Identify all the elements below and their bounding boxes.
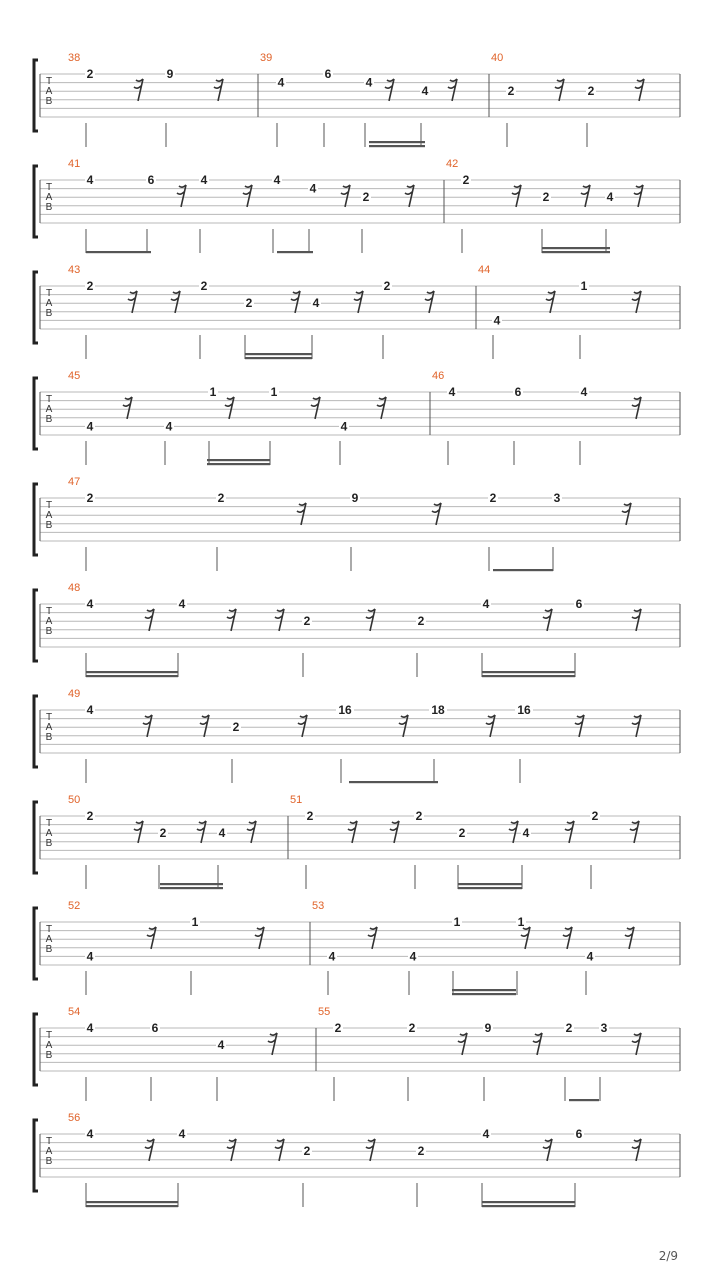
fret-number: 2 [587,84,595,99]
measure-number: 42 [446,158,459,170]
fret-number: 4 [365,75,373,90]
fret-number: 4 [522,826,530,841]
fret-number: 2 [417,614,425,629]
fret-number: 4 [277,75,285,90]
measure-number: 51 [290,794,303,806]
tab-clef-letter: T [45,1136,53,1147]
note-beam [569,1099,599,1101]
tab-clef-letter: B [45,202,53,213]
tab-clef-letter: T [45,394,53,405]
tab-clef-letter: T [45,1030,53,1041]
fret-number: 9 [351,491,359,505]
measure-number: 52 [68,900,81,912]
fret-number: 2 [86,809,94,823]
fret-number: 3 [553,491,561,505]
fret-number: 2 [159,826,167,841]
note-beam [482,1205,575,1207]
fret-number: 2 [383,279,391,293]
note-beam [482,1201,575,1203]
system-bracket [34,166,38,237]
tab-system [34,1006,680,1101]
system-bracket [34,272,38,343]
tab-clef-letter: T [45,818,53,829]
measure-number: 45 [68,370,81,382]
measure-number: 46 [432,370,445,382]
measure-number: 47 [68,476,81,488]
fret-number: 4 [217,1038,225,1053]
tab-clef-letter: B [45,838,53,849]
fret-number: 2 [86,491,94,505]
system-bracket [34,378,38,449]
system-bracket [34,590,38,661]
note-beam [452,989,516,991]
tab-clef-letter: A [45,616,53,627]
fret-number: 2 [86,67,94,81]
tab-clef-letter: B [45,520,53,531]
note-beam [452,993,516,995]
tab-system [34,1112,680,1207]
fret-number: 4 [586,949,594,964]
note-beam [458,883,522,885]
fret-number: 2 [489,491,497,505]
fret-number: 4 [200,173,208,187]
fret-number: 4 [421,84,429,99]
fret-number: 4 [86,703,94,717]
tab-system [34,158,680,253]
tab-clef-letter: A [45,192,53,203]
note-beam [207,459,270,461]
system-bracket [34,802,38,873]
note-beam [86,675,178,677]
fret-number: 2 [507,84,515,99]
fret-number: 2 [200,279,208,293]
note-beam [493,569,553,571]
page-number: 2/9 [658,1249,678,1263]
tab-clef-letter: T [45,76,53,87]
note-beam [277,251,313,253]
measure-number: 55 [318,1006,331,1018]
tab-clef-letter: T [45,712,53,723]
measure-number: 39 [260,52,273,64]
system-bracket [34,60,38,131]
fret-number: 3 [600,1021,608,1035]
system-bracket [34,1120,38,1191]
fret-number: 9 [484,1021,492,1035]
note-beam [245,353,312,355]
measure-number: 40 [491,52,504,64]
fret-number: 2 [217,491,225,505]
fret-number: 1 [453,915,461,929]
tab-system [34,794,680,889]
fret-number: 2 [458,826,466,841]
note-beam [245,357,312,359]
fret-number: 4 [165,419,173,434]
fret-number: 2 [408,1021,416,1035]
note-beam [160,883,223,885]
fret-number: 2 [542,190,550,205]
measure-number: 53 [312,900,325,912]
measure-number: 41 [68,158,81,170]
tab-clef-letter: T [45,606,53,617]
tab-system [34,52,680,147]
fret-number: 2 [306,809,314,823]
note-beam [542,247,610,249]
measure-number: 43 [68,264,81,276]
note-beam [86,671,178,673]
measure-number: 56 [68,1112,81,1124]
tab-clef-letter: A [45,298,53,309]
measure-number: 50 [68,794,81,806]
fret-number: 4 [493,313,501,328]
fret-number: 4 [86,1127,94,1141]
note-beam [369,141,425,143]
tab-clef-letter: A [45,510,53,521]
fret-number: 4 [86,173,94,187]
fret-number: 2 [334,1021,342,1035]
measure-number: 38 [68,52,81,64]
fret-number: 4 [178,1127,186,1141]
system-bracket [34,484,38,555]
fret-number: 4 [86,949,94,964]
fret-number: 2 [232,720,240,735]
tab-clef-letter: B [45,732,53,743]
note-beam [542,251,610,253]
system-bracket [34,908,38,979]
fret-number: 16 [517,703,531,717]
fret-number: 4 [86,419,94,434]
fret-number: 16 [338,703,352,717]
fret-number: 4 [309,181,317,196]
fret-number: 2 [591,809,599,823]
fret-number: 2 [303,614,311,629]
fret-number: 2 [462,173,470,187]
tab-clef-letter: A [45,934,53,945]
system-bracket [34,696,38,767]
note-beam [369,145,425,147]
measure-number: 48 [68,582,81,594]
tab-clef-letter: A [45,404,53,415]
fret-number: 2 [565,1021,573,1035]
tab-system [34,900,680,995]
fret-number: 6 [151,1021,159,1035]
fret-number: 2 [415,809,423,823]
fret-number: 2 [303,1144,311,1159]
fret-number: 1 [209,385,217,399]
fret-number: 9 [166,67,174,81]
tab-system [34,370,680,465]
fret-number: 2 [245,296,253,311]
fret-number: 4 [218,826,226,841]
fret-number: 6 [575,1127,583,1141]
measure-number: 54 [68,1006,81,1018]
tab-clef-letter: T [45,500,53,511]
fret-number: 4 [178,597,186,611]
tab-clef-letter: A [45,1146,53,1157]
note-beam [86,1205,178,1207]
tab-system [34,582,680,677]
fret-number: 4 [86,1021,94,1035]
tab-clef-letter: A [45,1040,53,1051]
fret-number: 1 [270,385,278,399]
tab-clef-letter: B [45,308,53,319]
tab-clef-letter: B [45,1156,53,1167]
note-beam [160,887,223,889]
fret-number: 4 [340,419,348,434]
fret-number: 6 [514,385,522,399]
fret-number: 6 [147,173,155,187]
fret-number: 2 [86,279,94,293]
measure-number: 44 [478,264,491,276]
measure-number: 49 [68,688,81,700]
fret-number: 4 [482,597,490,611]
tab-clef-letter: A [45,828,53,839]
tab-clef-letter: T [45,288,53,299]
tab-clef-letter: B [45,626,53,637]
fret-number: 6 [324,67,332,81]
tab-system [34,688,680,783]
fret-number: 2 [417,1144,425,1159]
note-beam [482,671,575,673]
tab-system [34,476,680,571]
tab-clef-letter: T [45,924,53,935]
fret-number: 4 [482,1127,490,1141]
fret-number: 4 [273,173,281,187]
fret-number: 18 [431,703,445,717]
tab-clef-letter: B [45,414,53,425]
note-beam [482,675,575,677]
note-beam [86,251,151,253]
note-beam [349,781,438,783]
fret-number: 4 [328,949,336,964]
note-beam [458,887,522,889]
fret-number: 4 [409,949,417,964]
fret-number: 2 [362,190,370,205]
fret-number: 1 [191,915,199,929]
fret-number: 6 [575,597,583,611]
tab-clef-letter: T [45,182,53,193]
note-beam [86,1201,178,1203]
fret-number: 4 [312,296,320,311]
tab-clef-letter: A [45,86,53,97]
tab-clef-letter: B [45,944,53,955]
note-beam [207,463,270,465]
fret-number: 4 [580,385,588,399]
fret-number: 1 [517,915,525,929]
tab-clef-letter: B [45,1050,53,1061]
tab-clef-letter: B [45,96,53,107]
fret-number: 4 [448,385,456,399]
fret-number: 1 [580,279,588,293]
tab-clef-letter: A [45,722,53,733]
system-bracket [34,1014,38,1085]
fret-number: 4 [606,190,614,205]
tab-system [34,264,680,359]
fret-number: 4 [86,597,94,611]
